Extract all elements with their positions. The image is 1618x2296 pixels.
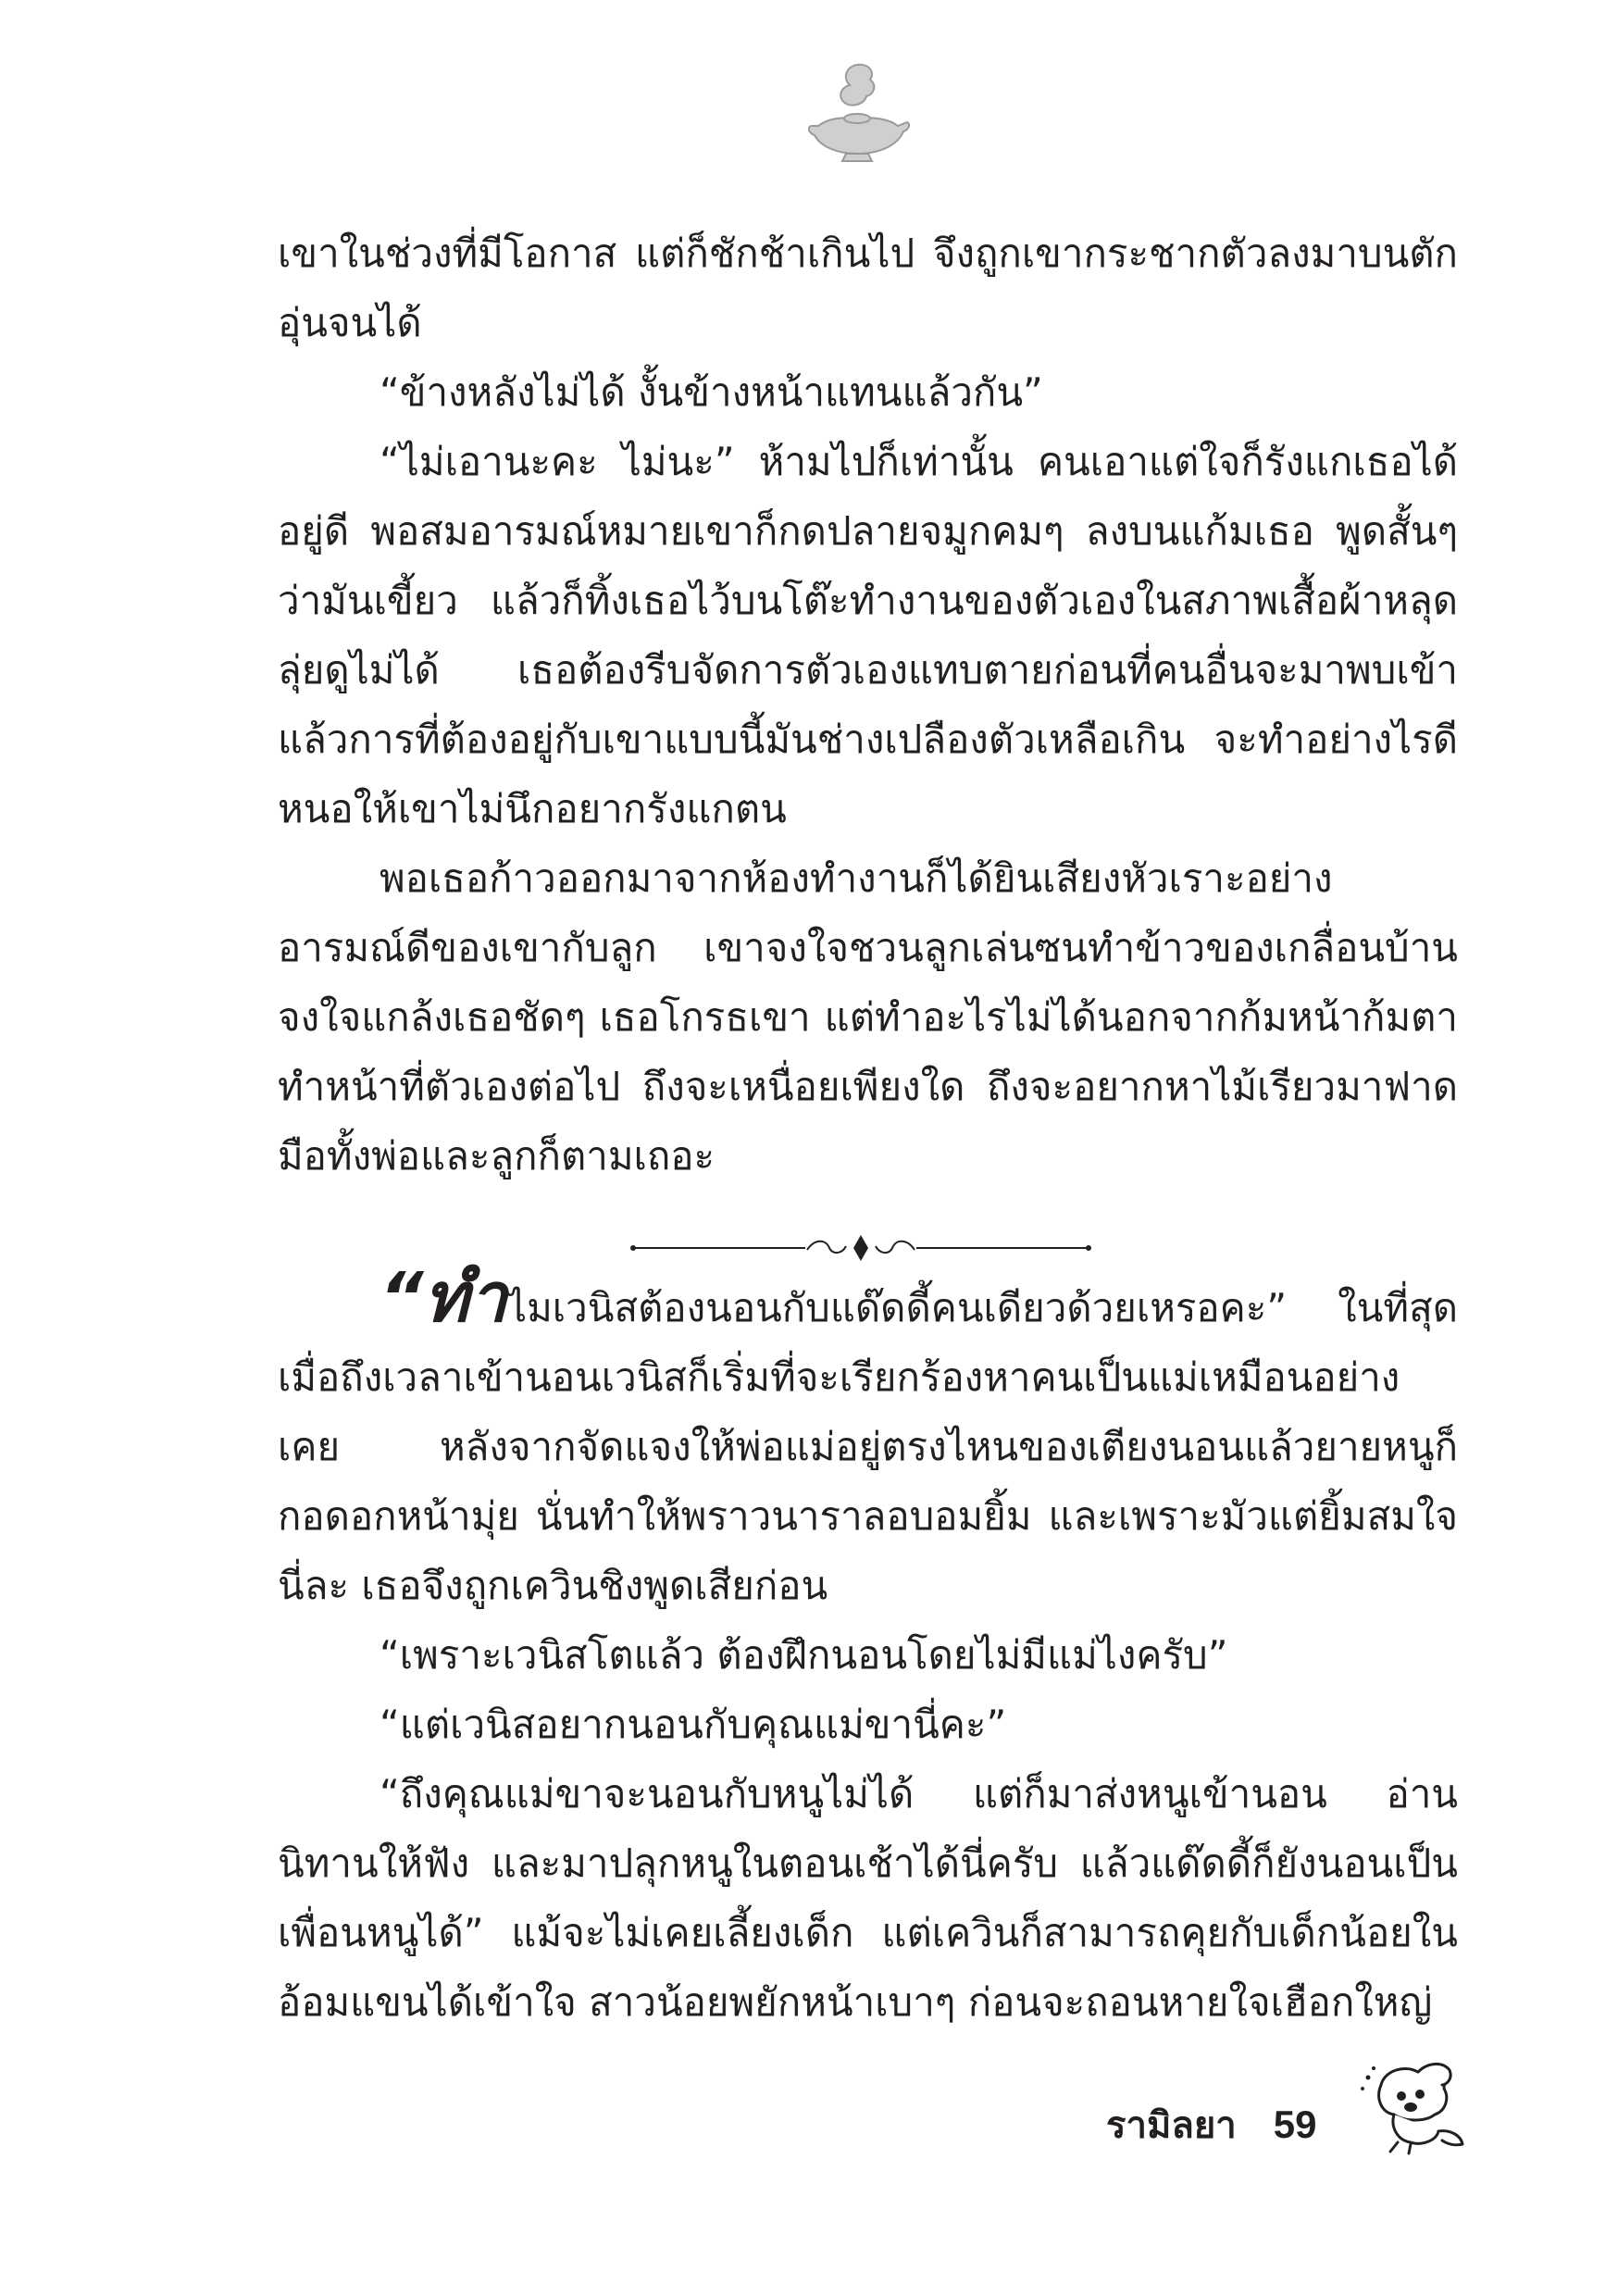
paragraph: พอเธอก้าวออกมาจากห้องทำงานก็ได้ยินเสียงหัวเราะอย่างอารมณ์ดีของเขากับลูก เขาจงใจชวนลูกเล่นซนทำข้าวของเกลื่อนบ้าน จงใจแกล้งเธอชัดๆ เธอโกรธเขา แต่ทำอะไรไม่ได้นอกจากก้มหน้าก้มตาทำหน้าที่ตัวเองต่อไป ถึงจะเหนื่อยเพียงใด ถึงจะอยากหาไม้เรียวมาฟาดมือทั้งพ่อและลูกก็ตามเถอะ bbox=[278, 855, 1458, 1179]
section-two-text bbox=[278, 1258, 1458, 2037]
paragraph: “ข้างหลังไม่ได้ งั้นข้างหน้าแทนแล้วกัน” bbox=[380, 369, 1043, 415]
paragraph: “แต่เวนิสอยากนอนกับคุณแม่ขานี่คะ” bbox=[380, 1702, 1007, 1747]
section-one-text bbox=[278, 218, 1458, 1191]
book-title: รามิลยา bbox=[1106, 2104, 1237, 2147]
page-number: 59 bbox=[1273, 2103, 1317, 2146]
genie-lamp-icon bbox=[800, 57, 915, 167]
paragraph: “ไม่เอานะคะ ไม่นะ” ห้ามไปก็เท่านั้น คนเอาแต่ใจก็รังแกเธอได้อยู่ดี พอสมอารมณ์หมายเขาก็กดปลายจมูกคมๆ ลงบนแก้มเธอ พูดสั้นๆ ว่ามันเขี้ยว แล้วก็ทิ้งเธอไว้บนโต๊ะทำงานของตัวเองในสภาพเสื้อผ้าหลุดลุ่ยดูไม่ได้ เธอต้องรีบจัดการตัวเองแทบตายก่อนที่คนอื่นจะมาพบเข้า แล้วการที่ต้องอยู่กับเขาแบบนี้มันช่างเปลืองตัวเหลือเกิน จะทำอย่างไรดีหนอให้เขาไม่นึกอยากรังแกตน bbox=[278, 439, 1458, 831]
paragraph bbox=[278, 1258, 1458, 1620]
paragraph-rest: ไมเวนิสต้องนอนกับแด๊ดดี้คนเดียวด้วยเหรอคะ” ในที่สุดเมื่อถึงเวลาเข้านอนเวนิสก็เริ่มที่จะเรียกร้องหาคนเป็นแม่เหมือนอย่างเคย หลังจากจัดแจงให้พ่อแม่อยู่ตรงไหนของเตียงนอนแล้วยายหนูก็กอดอกหน้ามุ่ย นั่นทำให้พราวนาราลอบอมยิ้ม และเพราะมัวแต่ยิ้มสมใจนี่ละ เธอจึงถูกเควินชิงพูดเสียก่อน bbox=[278, 1285, 1458, 1608]
paragraph: “ถึงคุณแม่ขาจะนอนกับหนูไม่ได้ แต่ก็มาส่งหนูเข้านอน อ่านนิทานให้ฟัง และมาปลุกหนูในตอนเช้าได้นี่ครับ แล้วแด๊ดดี้ก็ยังนอนเป็นเพื่อนหนูได้” แม้จะไม่เคยเลี้ยงเด็ก แต่เควินก็สามารถคุยกับเด็กน้อยในอ้อมแขนได้เข้าใจ สาวน้อยพยักหน้าเบาๆ ก่อนจะถอนหายใจเฮือกใหญ่ bbox=[278, 1771, 1458, 2025]
paragraph: เขาในช่วงที่มีโอกาส แต่ก็ชักช้าเกินไป จึงถูกเขากระชากตัวลงมาบนตักอุ่นจนได้ bbox=[278, 231, 1458, 345]
page-footer bbox=[1106, 2092, 1316, 2157]
drop-word: “ทำ bbox=[380, 1258, 507, 1338]
paragraph: “เพราะเวนิสโตแล้ว ต้องฝึกนอนโดยไม่มีแม่ไงครับ” bbox=[380, 1632, 1228, 1678]
puppy-mascot-icon bbox=[1353, 2057, 1474, 2159]
flourish-divider-icon bbox=[629, 1229, 1092, 1267]
